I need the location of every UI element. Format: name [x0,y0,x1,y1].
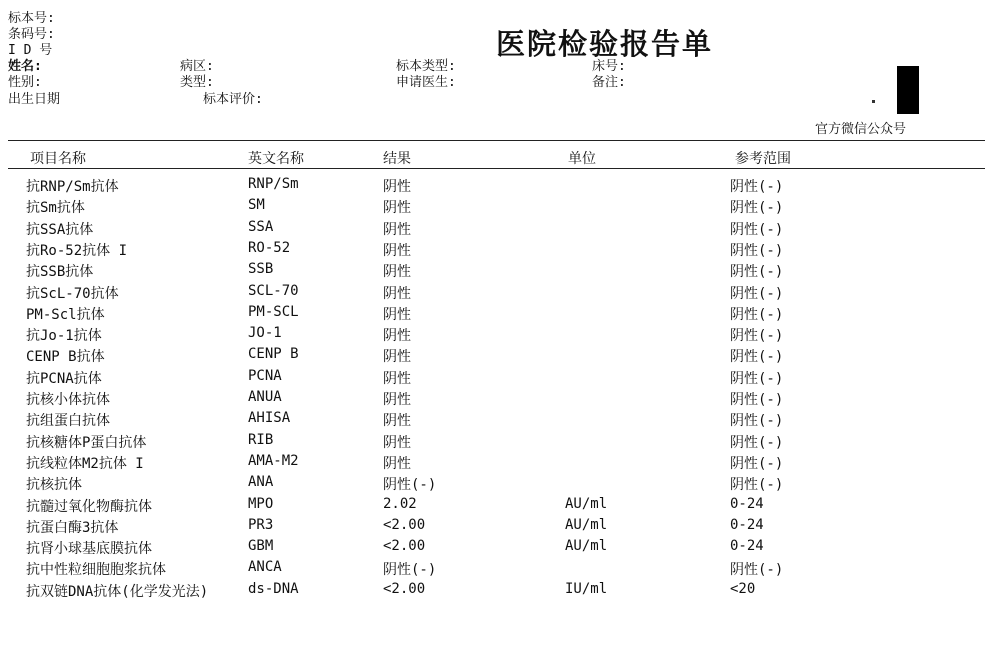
row-reference: 0-24 [730,538,764,554]
header-unit: 单位 [568,151,596,167]
barcode-label: 条码号: [8,27,55,42]
header-english-name: 英文名称 [248,151,304,167]
row-result: 2.02 [383,496,417,512]
row-item-name: PM-Scl抗体 [26,307,105,323]
row-reference: 阴性(-) [730,264,784,280]
row-item-name: 抗线粒体M2抗体 I [26,456,144,472]
row-item-name: 抗核抗体 [26,477,82,493]
row-english-name: RO-52 [248,240,291,256]
row-item-name: 抗Sm抗体 [26,200,85,216]
row-reference: 阴性(-) [730,243,784,259]
row-english-name: ds-DNA [248,581,299,597]
row-result: 阴性 [383,328,411,344]
row-result: 阴性 [383,456,411,472]
row-item-name: 抗Ro-52抗体 I [26,243,128,259]
row-item-name: 抗ScL-70抗体 [26,286,119,302]
row-result: 阴性 [383,286,411,302]
row-reference: 0-24 [730,496,764,512]
row-item-name: 抗中性粒细胞胞浆抗体 [26,562,166,578]
row-result: 阴性 [383,435,411,451]
row-reference: 阴性(-) [730,200,784,216]
row-result: 阴性 [383,243,411,259]
row-english-name: PM-SCL [248,304,299,320]
row-result: <2.00 [383,517,426,533]
header-result: 结果 [383,151,411,167]
row-result: 阴性(-) [383,562,437,578]
row-reference: 0-24 [730,517,764,533]
row-english-name: RNP/Sm [248,176,299,192]
dob-label: 出生日期 [8,92,61,107]
row-english-name: MPO [248,496,274,512]
row-reference: 阴性(-) [730,562,784,578]
row-english-name: PCNA [248,368,282,384]
row-item-name: 抗PCNA抗体 [26,371,102,387]
row-item-name: 抗核小体抗体 [26,392,110,408]
type-label: 类型: [180,75,214,90]
row-result: 阴性 [383,392,411,408]
row-item-name: 抗Jo-1抗体 [26,328,102,344]
row-item-name: 抗RNP/Sm抗体 [26,179,119,195]
row-english-name: RIB [248,432,274,448]
row-reference: 阴性(-) [730,413,784,429]
row-item-name: 抗肾小球基底膜抗体 [26,541,152,557]
row-result: 阴性 [383,349,411,365]
qr-code-icon [897,66,919,114]
row-unit: IU/ml [565,581,608,597]
row-english-name: AHISA [248,410,291,426]
row-english-name: SSA [248,219,274,235]
row-result: 阴性(-) [383,477,437,493]
row-reference: 阴性(-) [730,222,784,238]
row-reference: 阴性(-) [730,307,784,323]
row-item-name: CENP B抗体 [26,349,105,365]
table-top-rule [8,140,985,141]
row-reference: 阴性(-) [730,179,784,195]
remark-label: 备注: [592,75,626,90]
name-label: 姓名: [8,59,42,74]
row-reference: 阴性(-) [730,286,784,302]
report-title: 医院检验报告单 [496,27,714,61]
row-result: 阴性 [383,264,411,280]
table-header-rule [8,168,985,169]
row-english-name: SM [248,197,265,213]
row-result: <2.00 [383,581,426,597]
row-reference: <20 [730,581,756,597]
header-reference: 参考范围 [735,151,791,167]
row-item-name: 抗双链DNA抗体(化学发光法) [26,584,209,600]
row-reference: 阴性(-) [730,435,784,451]
doctor-label: 申请医生: [396,75,456,90]
row-item-name: 抗组蛋白抗体 [26,413,110,429]
row-reference: 阴性(-) [730,328,784,344]
row-result: 阴性 [383,413,411,429]
ward-label: 病区: [180,59,214,74]
row-english-name: SSB [248,261,274,277]
specimen-type-label: 标本类型: [396,59,456,74]
row-reference: 阴性(-) [730,477,784,493]
row-reference: 阴性(-) [730,392,784,408]
row-item-name: 抗核糖体P蛋白抗体 [26,435,147,451]
row-english-name: PR3 [248,517,274,533]
evaluation-label: 标本评价: [203,92,263,107]
row-item-name: 抗SSB抗体 [26,264,94,280]
row-result: <2.00 [383,538,426,554]
row-english-name: GBM [248,538,274,554]
row-english-name: CENP B [248,346,299,362]
wechat-caption: 官方微信公众号 [815,122,907,137]
row-reference: 阴性(-) [730,349,784,365]
bed-label: 床号: [592,59,626,74]
row-result: 阴性 [383,222,411,238]
row-result: 阴性 [383,179,411,195]
row-unit: AU/ml [565,538,608,554]
row-item-name: 抗蛋白酶3抗体 [26,520,119,536]
row-unit: AU/ml [565,496,608,512]
row-reference: 阴性(-) [730,456,784,472]
specimen-no-label: 标本号: [8,11,55,26]
row-english-name: ANCA [248,559,282,575]
row-english-name: ANUA [248,389,282,405]
row-result: 阴性 [383,371,411,387]
row-result: 阴性 [383,307,411,323]
row-item-name: 抗SSA抗体 [26,222,94,238]
row-unit: AU/ml [565,517,608,533]
id-label: I D 号 [8,43,53,58]
row-english-name: ANA [248,474,274,490]
dot-mark [872,100,875,103]
header-item-name: 项目名称 [30,151,86,167]
row-english-name: SCL-70 [248,283,299,299]
row-reference: 阴性(-) [730,371,784,387]
row-item-name: 抗髓过氧化物酶抗体 [26,499,152,515]
row-english-name: AMA-M2 [248,453,299,469]
row-result: 阴性 [383,200,411,216]
row-english-name: JO-1 [248,325,282,341]
gender-label: 性别: [8,75,42,90]
